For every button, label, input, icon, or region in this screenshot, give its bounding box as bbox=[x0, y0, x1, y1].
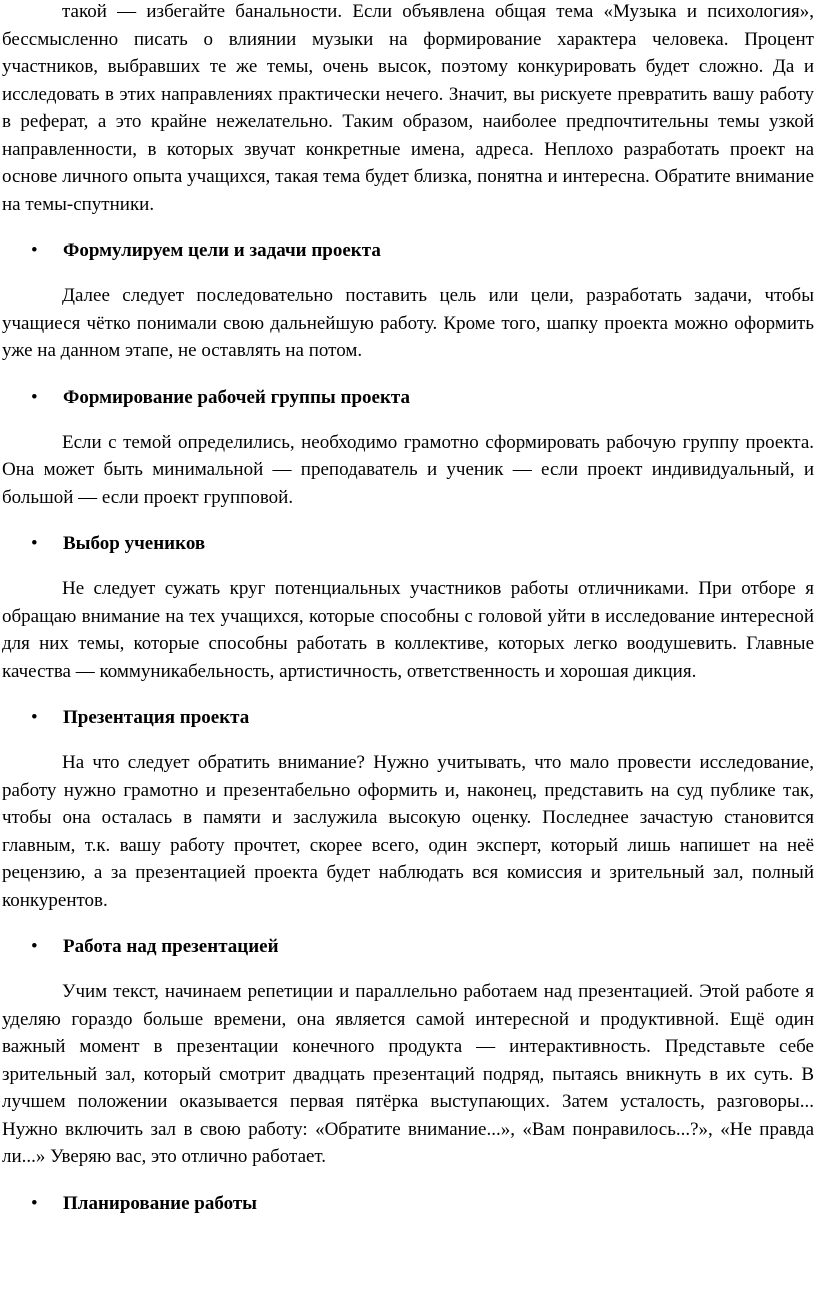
bullet-icon: • bbox=[31, 533, 38, 554]
intro-paragraph: такой — избегайте банальности. Если объявлена общая тема «Музыка и психология», бессмысленно писать о влиянии музыки на формирование характера человека. Процент участников, выбравших те же темы, очень высок, поэтому конкурировать будет сложно. Да и исследовать в этих направлениях практически нечего. Значит, вы рискуете превратить вашу работу в реферат, а это крайне нежелательно. Таким образом, наиболее предпочтительны темы узкой направленности, в которых звучат конкретные имена, адреса. Неплохо разработать проект на основе личного опыта учащихся, такая тема будет близка, понятна и интересна. Обратите внимание на темы-спутники. bbox=[2, 1, 814, 215]
bullet-icon: • bbox=[31, 936, 38, 957]
section-heading-student-selection bbox=[2, 530, 814, 557]
section-heading-goals bbox=[2, 237, 814, 264]
bullet-icon: • bbox=[31, 386, 38, 408]
section-heading-presentation bbox=[2, 704, 814, 731]
paragraph-student-selection: Не следует сужать круг потенциальных участников работы отличниками. При отборе я обращаю внимание на тех учащихся, которые способны с головой уйти в исследование интересной для них темы, которые способны работать в коллективе, которых легко воодушевить. Главные качества — коммуникабельность, артистичность, ответственность и хорошая дикция. bbox=[2, 578, 814, 682]
paragraph-goals: Далее следует последовательно поставить цель или цели, разработать задачи, чтобы учащиеся чётко понимали свою дальнейшую работу. Кроме того, шапку проекта можно оформить уже на данном этапе, не оставлять на потом. bbox=[2, 285, 814, 361]
heading-text: Формирование рабочей группы проекта bbox=[63, 386, 410, 408]
heading-text: Работа над презентацией bbox=[63, 936, 279, 957]
bullet-icon: • bbox=[31, 1192, 38, 1214]
heading-text: Планирование работы bbox=[63, 1192, 257, 1214]
heading-text: Формулируем цели и задачи проекта bbox=[63, 240, 381, 261]
paragraph-presentation: На что следует обратить внимание? Нужно учитывать, что мало провести исследование, работу нужно грамотно и презентабельно оформить и, наконец, представить на суд публике так, чтобы она осталась в памяти и заслужила высокую оценку. Последнее зачастую становится главным, т.к. вашу работу прочтет, скорее всего, один эксперт, который лишь напишет на неё рецензию, а за презентацией проекта будет наблюдать вся комиссия и зрительный зал, полный конкурентов. bbox=[2, 752, 814, 911]
section-heading-presentation-work bbox=[2, 933, 814, 960]
heading-text: Выбор учеников bbox=[63, 533, 206, 554]
paragraph-work-group: Если с темой определились, необходимо грамотно сформировать рабочую группу проекта. Она может быть минимальной — преподаватель и ученик — если проект индивидуальный, и большой — если проект групповой. bbox=[2, 431, 814, 508]
paragraph-presentation-work: Учим текст, начинаем репетиции и параллельно работаем над презентацией. Этой работе я уделяю гораздо больше времени, она является самой интересной и продуктивной. Ещё один важный момент в презентации конечного продукта — интерактивность. Представьте себе зрительный зал, который смотрит двадцать презентаций подряд, пытаясь вникнуть в их суть. В лучшем положении оказывается первая пятёрка выступающих. Затем усталость, разговоры... Нужно включить зал в свою работу: «Обратите внимание...», «Вам понравилось...?», «Не правда ли...» Уверяю вас, это отлично работает. bbox=[2, 981, 814, 1167]
bullet-icon: • bbox=[31, 240, 38, 261]
section-heading-planning bbox=[2, 1190, 814, 1217]
section-heading-work-group bbox=[2, 384, 814, 411]
bullet-icon: • bbox=[31, 707, 38, 728]
heading-text: Презентация проекта bbox=[63, 707, 250, 728]
